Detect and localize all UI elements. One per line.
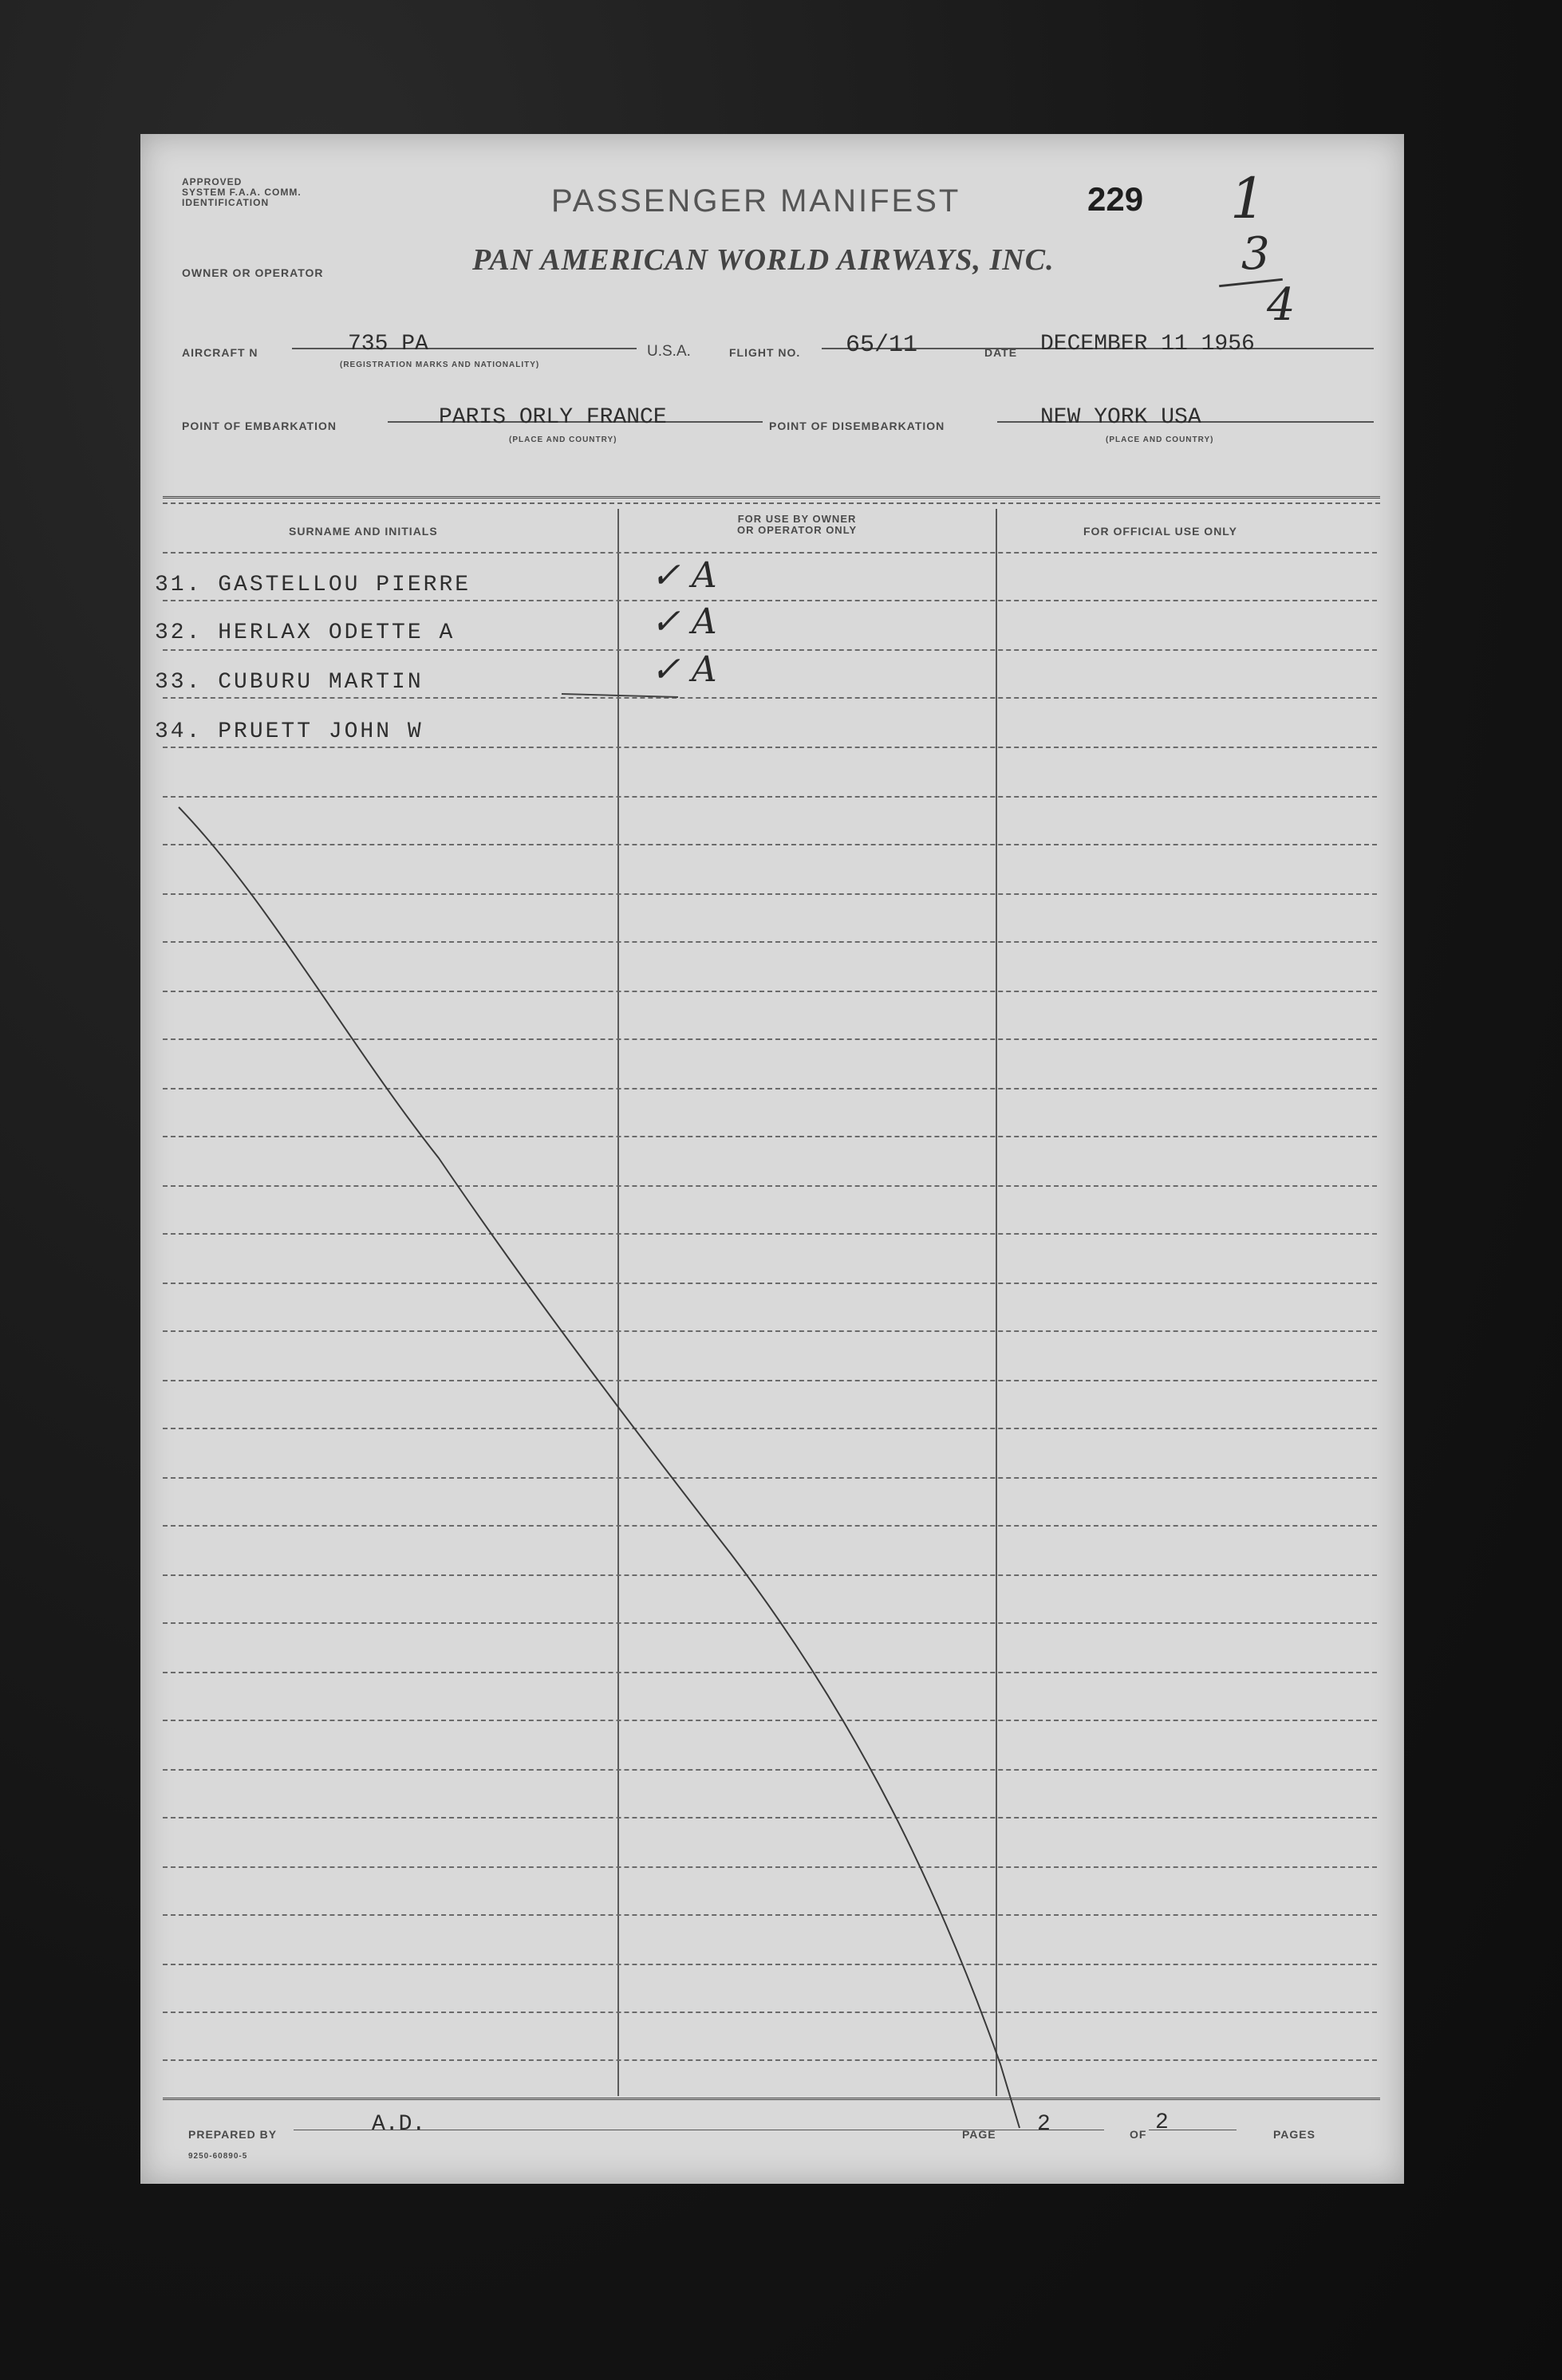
aircraft-sublabel: (REGISTRATION MARKS AND NATIONALITY) [340,361,540,369]
handwritten-3: 3 [1241,228,1270,280]
col-header-official: FOR OFFICIAL USE ONLY [1083,525,1237,538]
manifest-sheet [140,134,1404,2184]
page-number-stamp: 229 [1087,180,1144,218]
disembarkation-sublabel: (PLACE AND COUNTRY) [1106,435,1214,444]
form-number: 9250-60890-5 [188,2152,248,2161]
embarkation-label: POINT OF EMBARKATION [182,420,337,432]
owner-label: OWNER OR OPERATOR [182,266,324,279]
operator-check-33: ✓ A [651,649,717,690]
pages-label: PAGES [1273,2128,1315,2141]
usa-label: U.S.A. [647,343,691,360]
passenger-name-31: 31. GASTELLOU PIERRE [155,573,471,597]
aircraft-value: 735 PA [348,332,428,357]
embarkation-sublabel: (PLACE AND COUNTRY) [509,435,617,444]
disembarkation-value: NEW YORK USA [1040,405,1201,430]
passenger-name-34: 34. PRUETT JOHN W [155,719,424,744]
embarkation-value: PARIS ORLY FRANCE [439,405,667,430]
operator-check-32: ✓ A [651,601,717,642]
handwritten-4: 4 [1267,279,1296,331]
of-label: OF [1130,2128,1147,2141]
approval-line-1: APPROVED [182,176,243,187]
prepared-value: A.D. [372,2112,426,2137]
of-value: 2 [1155,2110,1169,2135]
cancellation-strokes [140,134,1404,2184]
col-header-operator-line1: FOR USE BY OWNER [737,513,857,525]
date-label: DATE [984,346,1018,359]
form-title: PASSENGER MANIFEST [551,183,961,219]
col-header-surname: SURNAME AND INITIALS [289,525,438,538]
operator-check-31: ✓ A [651,555,717,596]
col-header-operator-line2: OR OPERATOR ONLY [737,524,858,536]
diagonal-void-line [179,807,1020,2128]
date-value: DECEMBER 11 1956 [1040,332,1255,357]
company-name: PAN AMERICAN WORLD AIRWAYS, INC. [472,243,1055,277]
aircraft-label: AIRCRAFT N [182,346,258,359]
flight-value: 65/11 [846,332,918,359]
short-strike-line [562,694,678,697]
disembarkation-label: POINT OF DISEMBARKATION [769,420,945,432]
page-value: 2 [1037,2112,1051,2137]
handwritten-1: 1 [1230,166,1266,231]
passenger-name-32: 32. HERLAX ODETTE A [155,621,456,645]
page-label: PAGE [962,2128,996,2141]
flight-label: FLIGHT NO. [729,346,801,359]
prepared-label: PREPARED BY [188,2128,278,2141]
approval-line-3: IDENTIFICATION [182,197,270,208]
passenger-name-33: 33. CUBURU MARTIN [155,670,424,695]
approval-line-2: SYSTEM F.A.A. COMM. [182,187,302,198]
